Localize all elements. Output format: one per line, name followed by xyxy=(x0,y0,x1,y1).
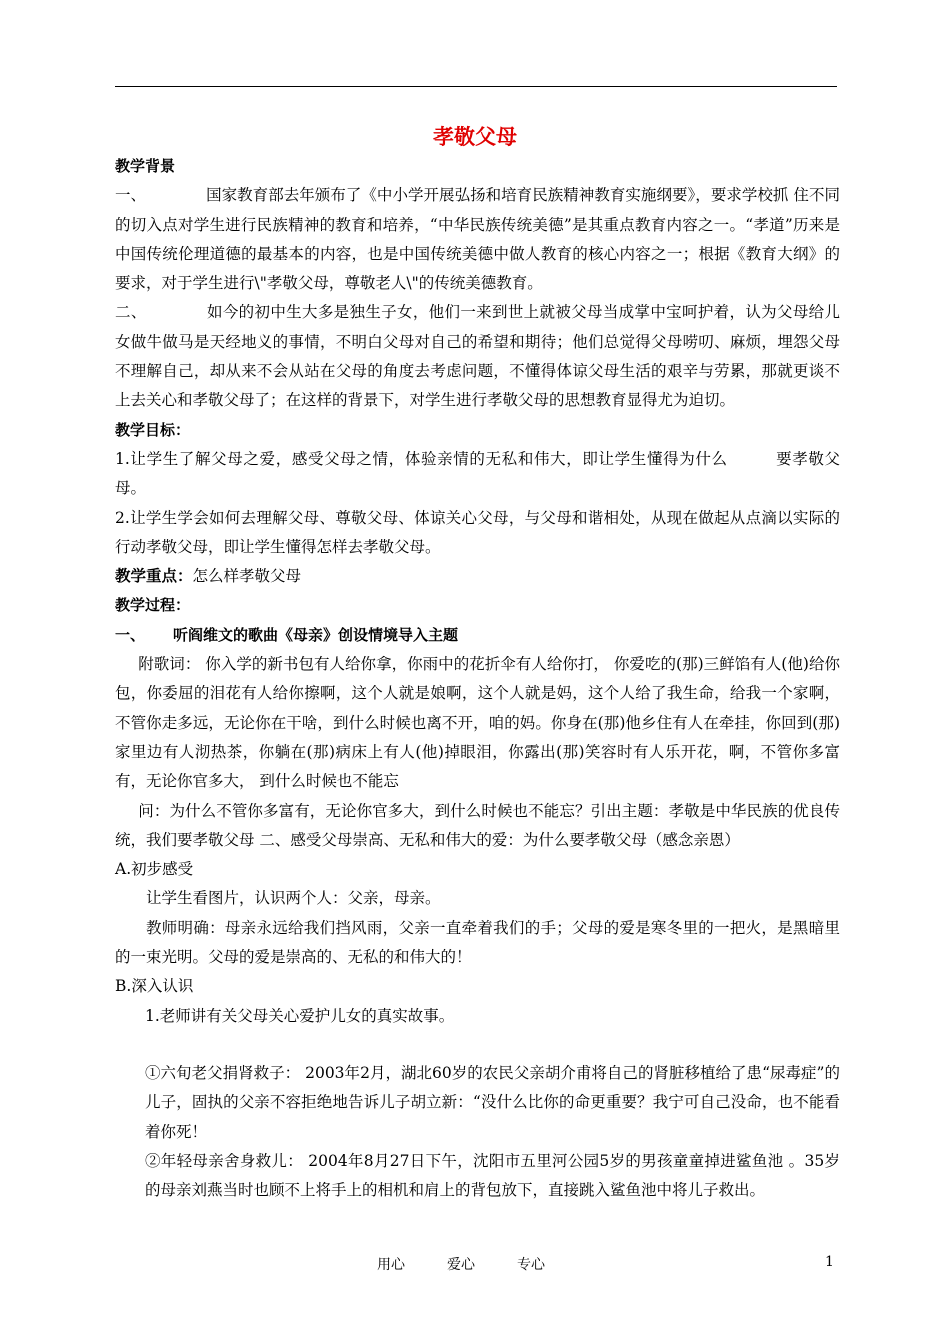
paragraph-b1: 1.老师讲有关父母关心爱护儿女的真实故事。 xyxy=(145,1006,455,1025)
section-heading-goals: 教学目标： xyxy=(115,420,191,439)
paragraph-story1: ①六旬老父捐肾救子： 2003年2月，湖北60岁的农民父亲胡介甫将自己的肾脏移植给了患“尿毒症”的儿子，固执的父亲不容拒绝地告诉儿子胡立新：“没什么比你的命更重要？我宁可自己没命，也不能看着你死！ xyxy=(145,1063,840,1141)
paragraph-a1: 让学生看图片，认识两个人：父亲，母亲。 xyxy=(146,889,441,908)
paragraph-lyrics: 附歌词： 你入学的新书包有人给你拿，你雨中的花折伞有人给你打， 你爱吃的(那)三鲜馅有人(他)给你包，你委屈的泪花有人给你擦啊，这个人就是娘啊，这个人就是妈，这个人给了我生命，给我一个家啊，不管你走多远，无论你在干啥，到什么时候也离不开，咱的妈。你身在(那)他乡住有人在牵挂，你回到(那)家里边有人沏热茶，你躺在(那)病床上有人(他)掉眼泪，你露出(那)笑容时有人乐开花，啊，不管你多富有，无论你官多大， 到什么时候也不能忘 xyxy=(115,655,840,791)
paragraph-bg2: 二、 如今的初中生大多是独生子女，他们一来到世上就被父母当成掌中宝呵护着，认为父母给儿女做牛做马是天经地义的事情，不明白父母对自己的希望和期待；他们总觉得父母唠叨、麻烦，埋怨父母不理解自己，却从来不会从站在父母的角度去考虑问题，不懂得体谅父母生活的艰辛与劳累，那就更谈不上去关心和孝敬父母了；在这样的背景下，对学生进行孝敬父母的思想教育显得尤为迫切。 xyxy=(115,303,840,410)
step1-heading: 一、 听阎维文的歌曲《母亲》创设情境导入主题 xyxy=(115,625,459,644)
paragraph-story2: ②年轻母亲舍身救儿： 2004年8月27日下午，沈阳市五里河公园5岁的男孩童童掉进鲨鱼池 。35岁的母亲刘燕当时也顾不上将手上的相机和肩上的背包放下，直接跳入鲨鱼池中将儿子救出。 xyxy=(145,1151,840,1200)
paragraph-question: 问：为什么不管你多富有，无论你官多大，到什么时候也不能忘？引出主题：孝敬是中华民族的优良传统，我们要孝敬父母 二、感受父母崇高、无私和伟大的爱：为什么要孝敬父母（感念亲恩） xyxy=(115,801,840,849)
page-number: 1 xyxy=(825,1254,834,1270)
paragraph-goal1: 1.让学生了解父母之爱，感受父母之情，体验亲情的无私和伟大，即让学生懂得为什么 要孝敬父母。 xyxy=(115,449,840,498)
header-rule xyxy=(115,86,837,87)
section-heading-process: 教学过程： xyxy=(115,596,191,615)
paragraph-a2: 教师明确：母亲永远给我们挡风雨，父亲一直牵着我们的手；父母的爱是寒冬里的一把火，是黑暗里的一束光明。父母的爱是崇高的、无私的和伟大的！ xyxy=(115,918,840,967)
paragraph-bg1: 一、 国家教育部去年颁布了《中小学开展弘扬和培育民族精神教育实施纲要》，要求学校抓 住不同的切入点对学生进行民族精神的教育和培养，“中华民族传统美德”是其重点教育内容之一。“孝道”历来是中国传统伦理道德的最基本的内容，也是中国传统美德中做人教育的核心内容之一；根据《教育大纲》的要求，对于学生进行\"孝敬父母，尊敬老人\"的传统美德教育。 xyxy=(115,186,840,293)
document-body xyxy=(115,152,840,1205)
paragraph-key: 教学重点：怎么样孝敬父母 xyxy=(115,567,302,586)
paragraph-goal2: 2.让学生学会如何去理解父母、尊敬父母、体谅关心父母，与父母和谐相处，从现在做起从点滴以实际的行动孝敬父母，即让学生懂得怎样去孝敬父母。 xyxy=(115,508,840,556)
footer-motto: 用心 爱心 专心 xyxy=(377,1257,545,1273)
section-heading-background: 教学背景 xyxy=(115,157,176,175)
page-title: 孝敬父母 xyxy=(433,125,517,149)
subheading-b: B.深入认识 xyxy=(115,977,194,996)
subheading-a: A.初步感受 xyxy=(115,860,194,879)
section-heading-key: 教学重点： xyxy=(115,567,193,586)
